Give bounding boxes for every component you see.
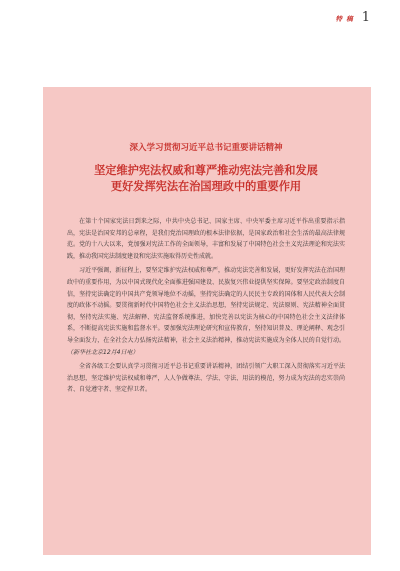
article-kicker: 深入学习贯彻习近平总书记重要讲话精神	[129, 143, 283, 153]
headline-line-2: 更好发挥宪法在治国理政中的重要作用	[110, 179, 302, 193]
headline-line-1: 坚定维护宪法权威和尊严推动宪法完善和发展	[94, 163, 318, 177]
article-headline	[67, 162, 345, 194]
article-body	[67, 216, 345, 396]
body-paragraph-2	[67, 265, 345, 358]
page-number: 1	[361, 10, 370, 25]
body-paragraph-2-text: 习近平强调，新征程上，要坚定维护宪法权威和尊严，推动宪法完善和发展，更好发挥宪法在治国理政中的重要作用，为以中国式现代化全面推进强国建设、民族复兴伟业提供坚实保障。要坚定政治制度自信，坚持宪法确定的中国共产党领导地位不动摇，坚持宪法确定的人民民主专政的国体和人民代表大会制度的政体不动摇。要贯彻新时代中国特色社会主义法治思想，坚持宪法规定、宪法原则、宪法精神全面贯彻，坚持宪法实施、宪法解释、宪法监督系统推进，加快完善以宪法为核心的中国特色社会主义法律体系，不断提高宪法实施和监督水平。要加强宪法理论研究和宣传教育，坚持知识普及、理论阐释、观念引导全面发力，在全社会大力弘扬宪法精神，社会主义法治精神，推动宪法实施成为全体人民的自觉行动。	[67, 267, 345, 344]
body-paragraph-3: 全省各级工会要认真学习贯彻习近平总书记重要讲话精神，团结引领广大职工深入贯彻落实习近平法治思想，坚定维护宪法权威和尊严，人人争做尊法、学法、守法、用法的模范，努力成为宪法的忠实崇尚者、自觉遵守者、坚定捍卫者。	[67, 363, 345, 394]
section-name: 特 稿	[335, 15, 354, 23]
news-source-note: （新华社北京12月4日电）	[67, 348, 139, 356]
body-paragraph-1: 在第十个国家宪法日到来之际，中共中央总书记、国家主席、中央军委主席习近平作出重要指示指出，宪法是治国安邦的总章程，是我们党治国理政的根本法律依据，是国家政治和社会生活的最高法律规范。党的十八大以来，党加强对宪法工作的全面领导，丰富和发展了中国特色社会主义宪法理论和宪法实践，推动我国宪法制度建设和宪法实施取得历史性成就。	[67, 218, 345, 260]
running-head	[335, 10, 370, 25]
article-panel	[43, 87, 371, 555]
